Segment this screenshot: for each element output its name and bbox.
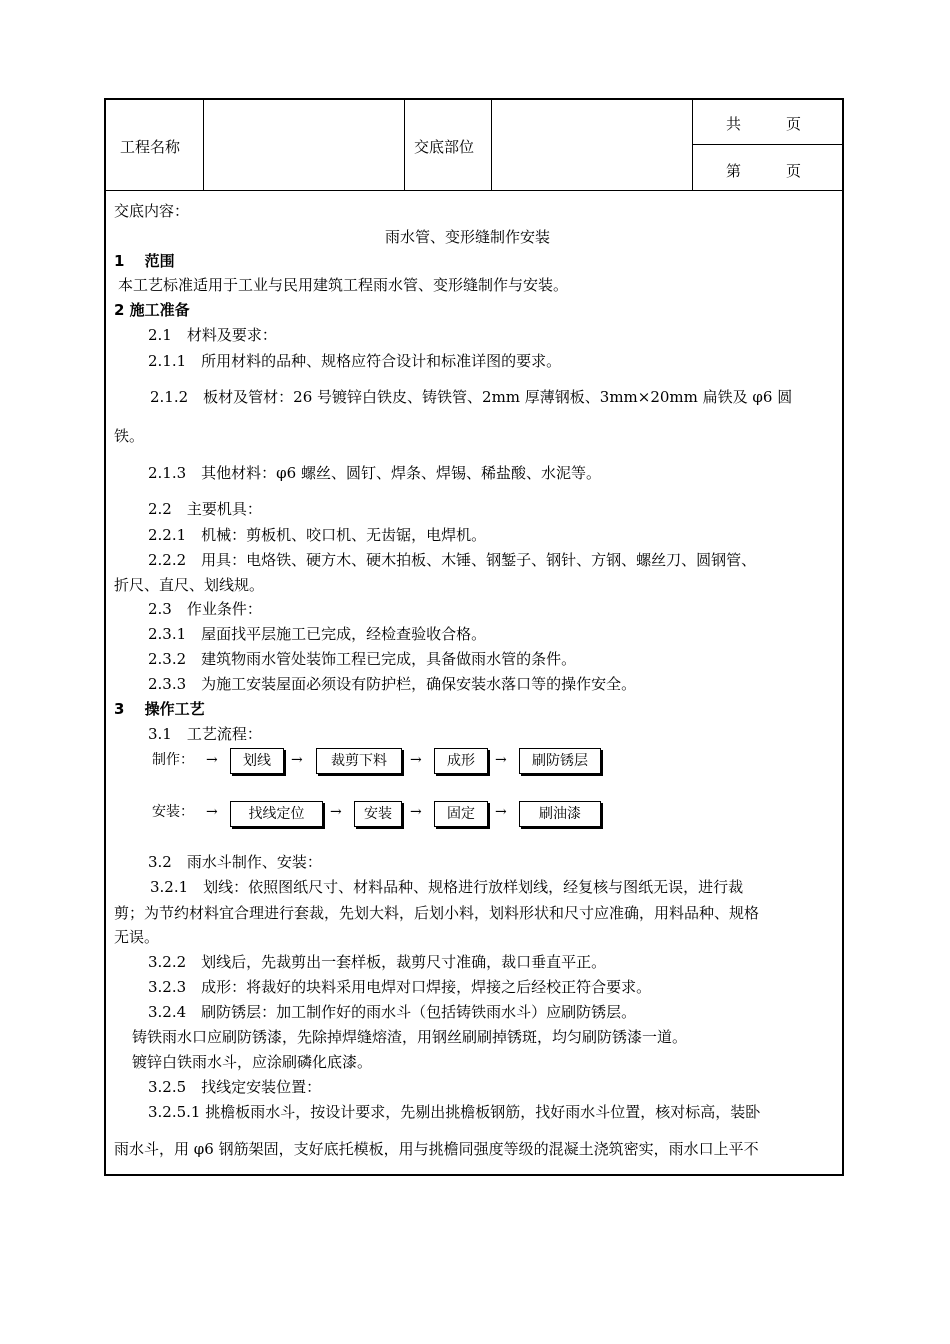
flow-arrow: →: [495, 752, 507, 768]
flow-arrow: →: [410, 752, 422, 768]
paragraph: 3.1 工艺流程：: [148, 725, 262, 743]
page-count-divider: [692, 144, 844, 145]
paragraph: 2.1 材料及要求：: [148, 326, 277, 344]
paragraph: 2.1.1 所用材料的品种、规格应符合设计和标准详图的要求。: [148, 352, 562, 370]
flow-step: 裁剪下料: [316, 748, 402, 774]
paragraph: 3.2.5 找线定安装位置：: [148, 1078, 322, 1096]
paragraph: 2.1.2 板材及管材：26 号镀锌白铁皮、铸铁管、2mm 厚薄钢板、3mm×20mm 扁铁及 φ6 圆: [150, 388, 793, 406]
content-label: 交底内容：: [114, 202, 190, 220]
flow-step: 成形: [434, 748, 488, 774]
flow-step: 安装: [354, 801, 402, 827]
flow-step: 找线定位: [230, 801, 323, 827]
flow-step: 刷油漆: [519, 801, 601, 827]
paragraph: 2.3.2 建筑物雨水管处装饰工程已完成，具备做雨水管的条件。: [148, 650, 577, 668]
header-divider-2: [404, 99, 405, 191]
flow-step: 固定: [434, 801, 488, 827]
flow-arrow: →: [206, 752, 218, 768]
paragraph: 2.3 作业条件：: [148, 600, 262, 618]
header-divider-1: [203, 99, 204, 191]
page-number-label: 第 页: [726, 162, 802, 180]
flow-step: 刷防锈层: [519, 748, 601, 774]
paragraph: 3.2.4 刷防锈层：加工制作好的雨水斗（包括铸铁雨水斗）应刷防锈层。: [148, 1003, 637, 1021]
section-1-heading: 1 范围: [114, 252, 175, 270]
total-pages-label: 共 页: [726, 115, 802, 133]
paragraph: 2.1.3 其他材料：φ6 螺丝、圆钉、焊条、焊锡、稀盐酸、水泥等。: [148, 464, 601, 482]
flow-arrow: →: [410, 804, 422, 820]
project-name-label: 工程名称: [120, 138, 181, 156]
flow-arrow: →: [495, 804, 507, 820]
paragraph: 3.2.5.1 挑檐板雨水斗，按设计要求，先剔出挑檐板钢筋，找好雨水斗位置，核对标高，装卧: [148, 1103, 761, 1121]
flow-arrow: →: [291, 752, 303, 768]
paragraph: 2.3.1 屋面找平层施工已完成，经检查验收合格。: [148, 625, 487, 643]
project-name-value[interactable]: [215, 136, 395, 156]
flow-install-label: 安装：: [152, 804, 194, 820]
paragraph: 3.2.2 划线后，先裁剪出一套样板，裁剪尺寸准确，裁口垂直平正。: [148, 953, 607, 971]
paragraph: 2.3.3 为施工安装屋面必须设有防护栏，确保安装水落口等的操作安全。: [148, 675, 637, 693]
paragraph: 剪；为节约材料宜合理进行套裁，先划大料，后划小料，划料形状和尺寸应准确，用料品种、规格: [114, 904, 760, 922]
flow-arrow: →: [206, 804, 218, 820]
paragraph: 2.2.2 用具：电烙铁、硬方木、硬木拍板、木锤、钢錾子、钢针、方钢、螺丝刀、圆钢管、: [148, 551, 757, 569]
header-divider-3: [491, 99, 492, 191]
paragraph: 铁。: [114, 427, 145, 445]
paragraph: 2.2.1 机械：剪板机、咬口机、无齿锯，电焊机。: [148, 526, 487, 544]
paragraph: 2.2 主要机具：: [148, 500, 262, 518]
flow-arrow: →: [330, 804, 342, 820]
location-label: 交底部位: [414, 138, 475, 156]
paragraph: 3.2.3 成形：将裁好的块料采用电焊对口焊接，焊接之后经校正符合要求。: [148, 978, 652, 996]
paragraph: 铸铁雨水口应刷防锈漆，先除掉焊缝熔渣，用钢丝刷刷掉锈斑，均匀刷防锈漆一道。: [132, 1028, 688, 1046]
paragraph: 本工艺标准适用于工业与民用建筑工程雨水管、变形缝制作与安装。: [118, 276, 569, 294]
section-3-heading: 3 操作工艺: [114, 700, 205, 718]
flow-step: 划线: [230, 748, 284, 774]
flow-making-label: 制作：: [152, 752, 194, 768]
paragraph: 无误。: [114, 928, 160, 946]
paragraph: 3.2.1 划线：依照图纸尺寸、材料品种、规格进行放样划线，经复核与图纸无误，进行裁: [150, 878, 744, 896]
document-title: 雨水管、变形缝制作安装: [385, 228, 551, 246]
location-value[interactable]: [500, 136, 680, 156]
header-divider-4: [692, 99, 693, 191]
paragraph: 3.2 雨水斗制作、安装：: [148, 853, 322, 871]
paragraph: 雨水斗，用 φ6 钢筋架固，支好底托模板，用与挑檐同强度等级的混凝土浇筑密实，雨水口上平不: [114, 1140, 759, 1158]
section-2-heading: 2 施工准备: [114, 301, 190, 319]
paragraph: 镀锌白铁雨水斗，应涂刷磷化底漆。: [132, 1053, 373, 1071]
header-bottom-line: [105, 190, 844, 191]
paragraph: 折尺、直尺、划线规。: [114, 576, 265, 594]
